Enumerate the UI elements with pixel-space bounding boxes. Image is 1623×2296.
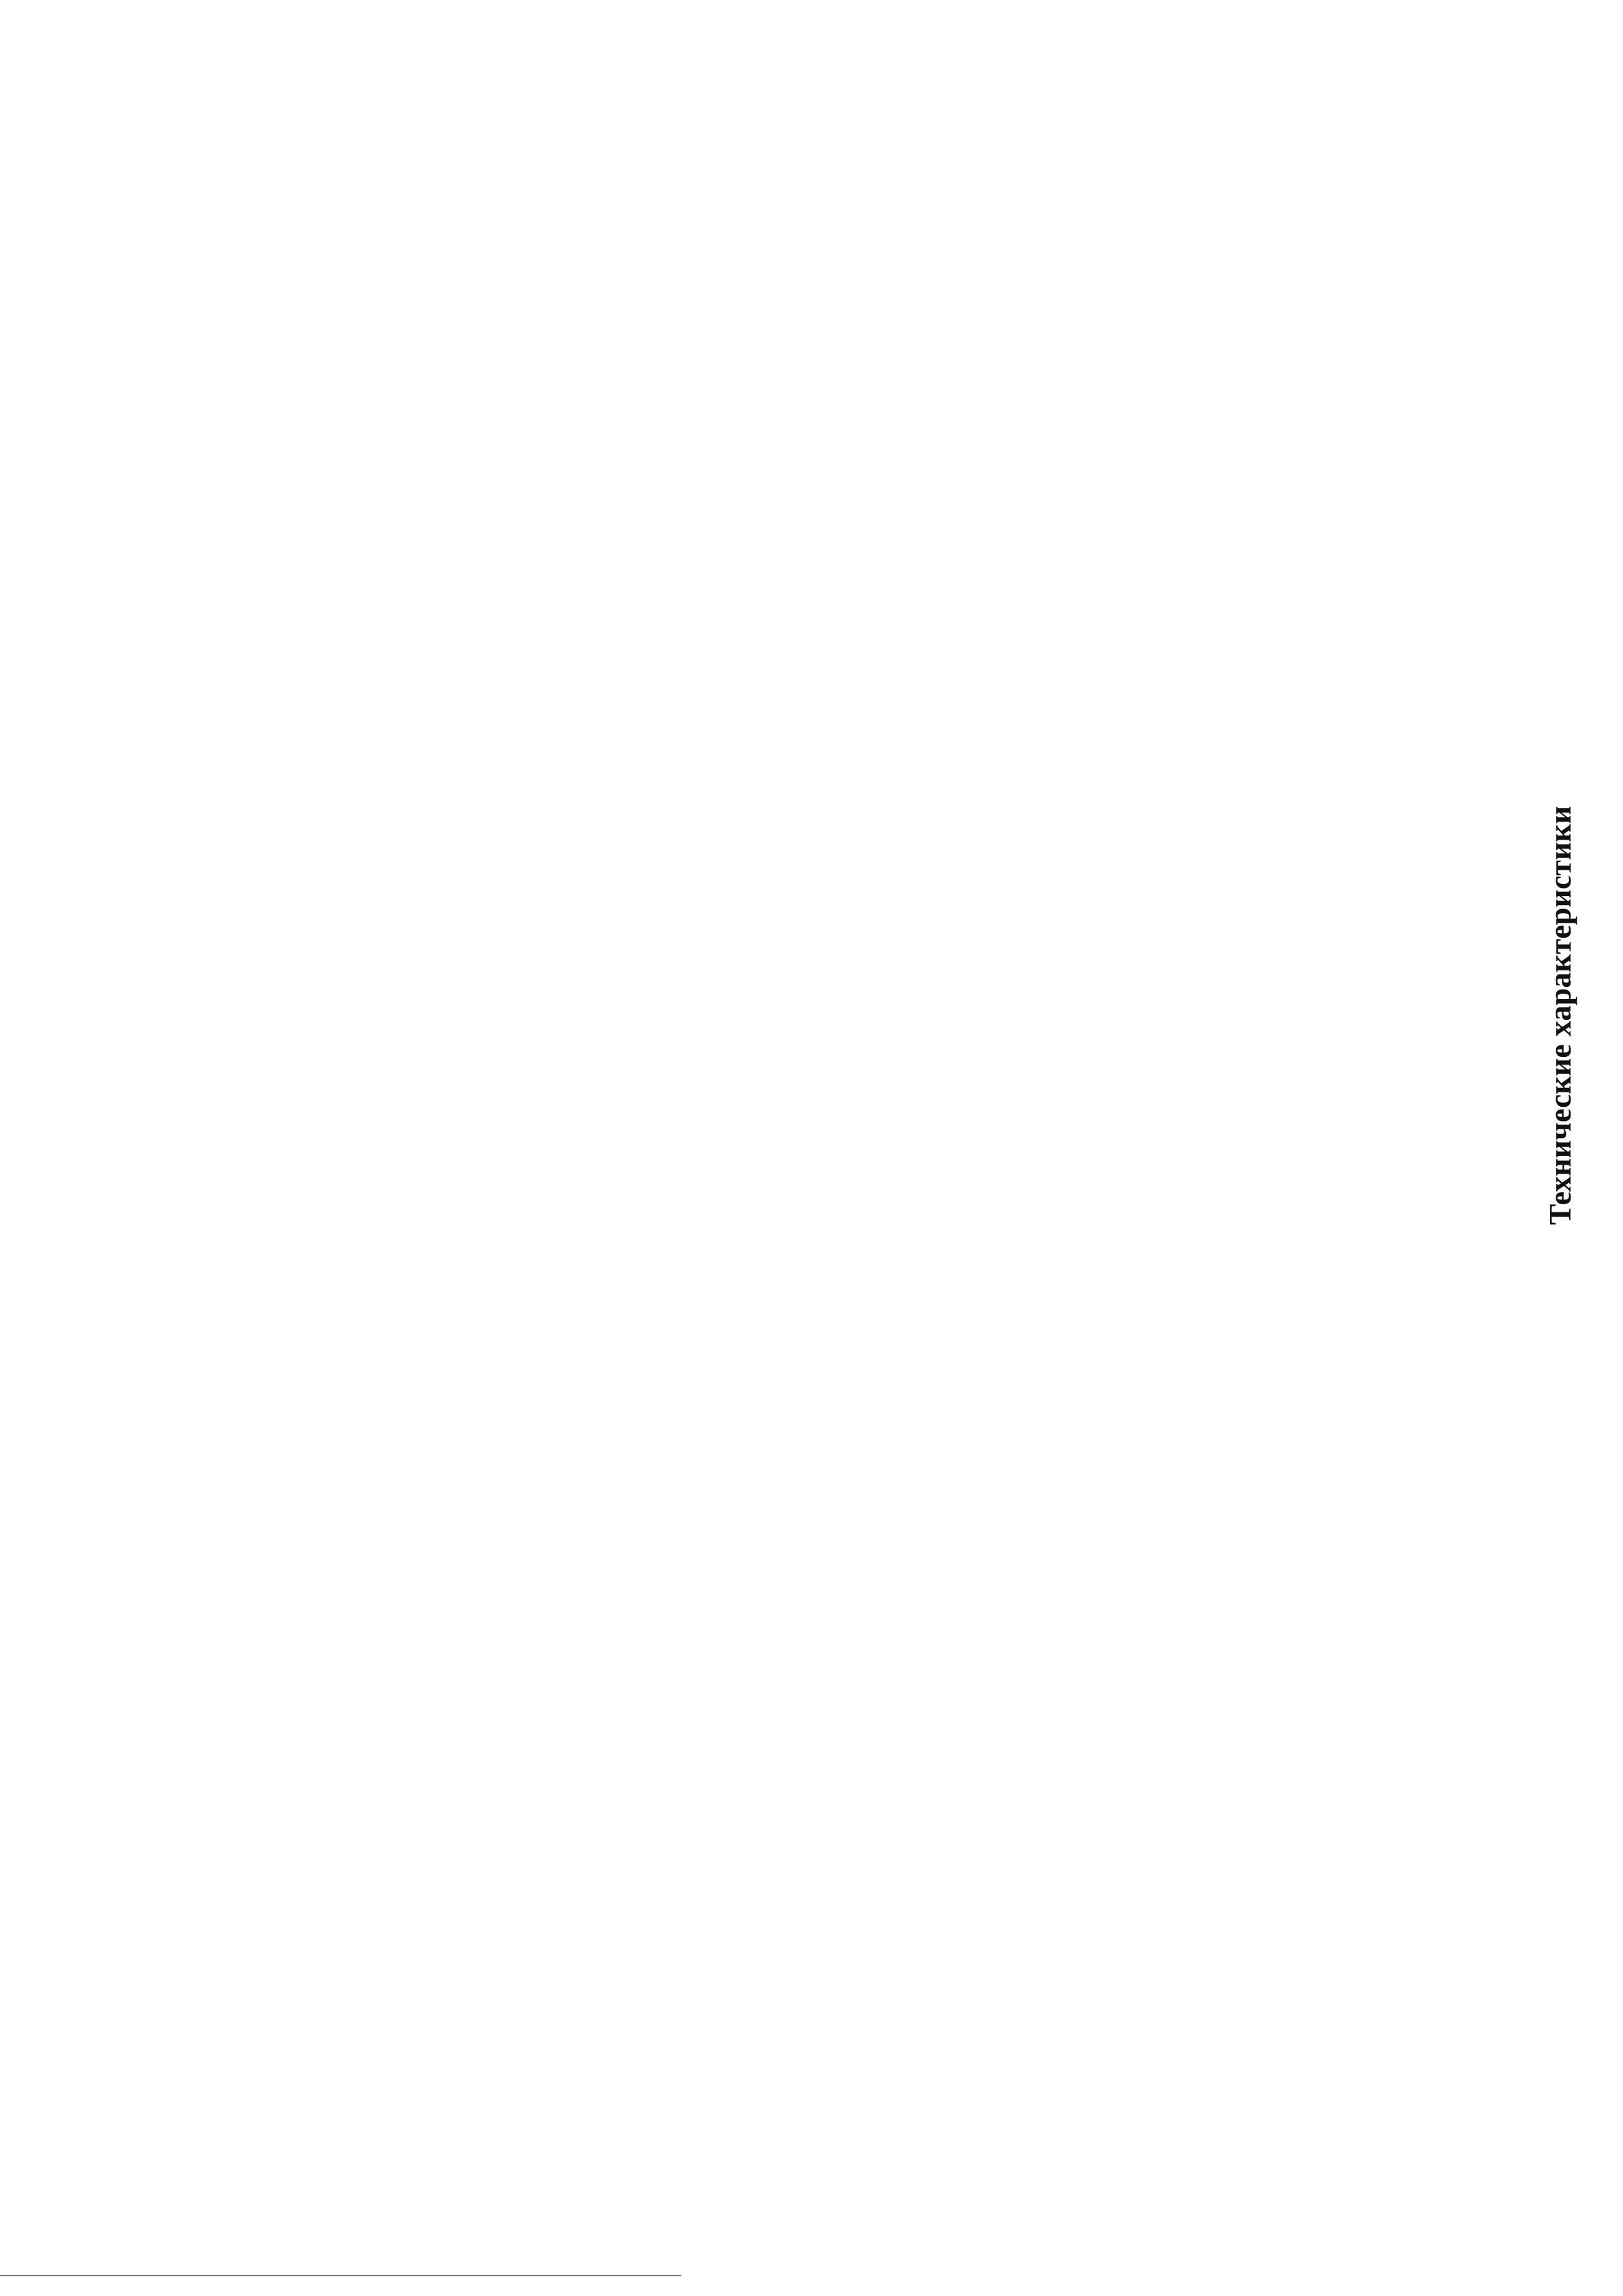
footer-divider [0, 2275, 681, 2276]
rotated-page-content [1533, 0, 1623, 2038]
page-title: Технические характеристики [1543, 806, 1577, 1225]
